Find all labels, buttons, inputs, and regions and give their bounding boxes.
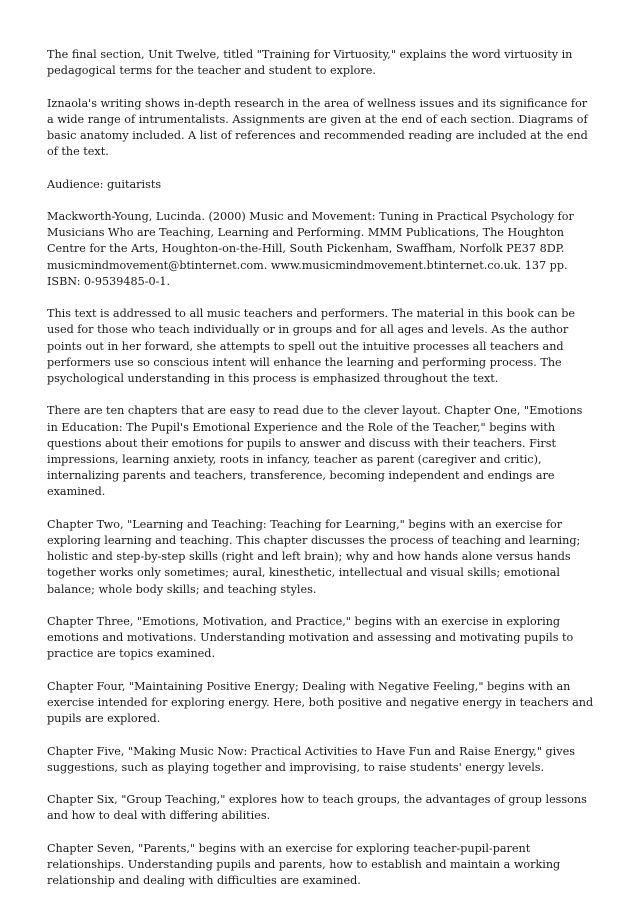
paragraph-chapter-five: Chapter Five, "Making Music Now: Practical Activities to Have Fun and Raise Energy," gives suggestions, such as playing together and improvising, to raise students' energy levels. — [47, 744, 575, 774]
paragraph-audience: Audience: guitarists — [47, 177, 162, 191]
paragraph-intro: This text is addressed to all music teachers and performers. The material in this book can be used for those who teach individually or in groups and for all ages and levels. As the author points out in her forward, she attempts to spell out the intuitive processes all teachers and performers use so conscious intent will enhance the learning and performing process. The psychological understanding in this process is emphasized throughout the text. — [47, 307, 576, 385]
paragraph-chapter-seven: Chapter Seven, "Parents," begins with an exercise for exploring teacher-pupil-parent relationships. Understanding pupils and parents, how to establish and maintain a working relationship and dealing with difficulties are examined. — [47, 841, 561, 888]
paragraph-chapter-six: Chapter Six, "Group Teaching," explores how to teach groups, the advantages of group lessons and how to deal with differing abilities. — [47, 793, 587, 823]
paragraph-unit-twelve: The final section, Unit Twelve, titled "Training for Virtuosity," explains the word virtuosity in pedagogical terms for the teacher and student to explore. — [47, 48, 573, 78]
paragraph-chapter-one: There are ten chapters that are easy to read due to the clever layout. Chapter One, "Emotions in Education: The Pupil's Emotional Experience and the Role of the Teacher," begins with questions about their emotions for pupils to answer and discuss with their teachers. First impressions, learning anxiety, roots in infancy, teacher as parent (caregiver and critic), internalizing parents and teachers, transference, becoming independent and endings are examined. — [47, 404, 583, 499]
paragraph-chapter-three: Chapter Three, "Emotions, Motivation, and Practice," begins with an exercise in exploring emotions and motivations. Understanding motivation and assessing and motivating pupils to practice are topics examined. — [47, 615, 574, 661]
document-page — [47, 47, 595, 906]
paragraph-chapter-four: Chapter Four, "Maintaining Positive Energy; Dealing with Negative Feeling," begins with an exercise intended for exploring energy. Here, both positive and negative energy in teachers and pupils are explored. — [47, 679, 594, 726]
paragraph-iznaola-summary: Iznaola's writing shows in-depth research in the area of wellness issues and its significance for a wide range of intrumentalists. Assignments are given at the end of each section. Diagrams of basic anatomy included. A list of references and recommended reading are included at the end of the text. — [47, 96, 588, 159]
paragraph-chapter-two: Chapter Two, "Learning and Teaching: Teaching for Learning," begins with an exercise for exploring learning and teaching. This chapter discusses the process of teaching and learning; holistic and step-by-step skills (right and left brain); why and how hands alone versus hands together works only sometimes; aural, kinesthetic, intellectual and visual skills; emotional balance; whole body skills; and teaching styles. — [47, 517, 581, 596]
paragraph-citation: Mackworth-Young, Lucinda. (2000) Music and Movement: Tuning in Practical Psychology for Musicians Who are Teaching, Learning and Performing. MMM Publications, The Houghton Centre for the Arts, Houghton-on-the-Hill, South Pickenham, Swaffham, Norfolk PE37 8DP. musicmindmovement@btinternet.com. www.musicmindmovement.btinternet.co.uk. 137 pp. ISBN: 0-9539485-0-1. — [47, 209, 574, 288]
